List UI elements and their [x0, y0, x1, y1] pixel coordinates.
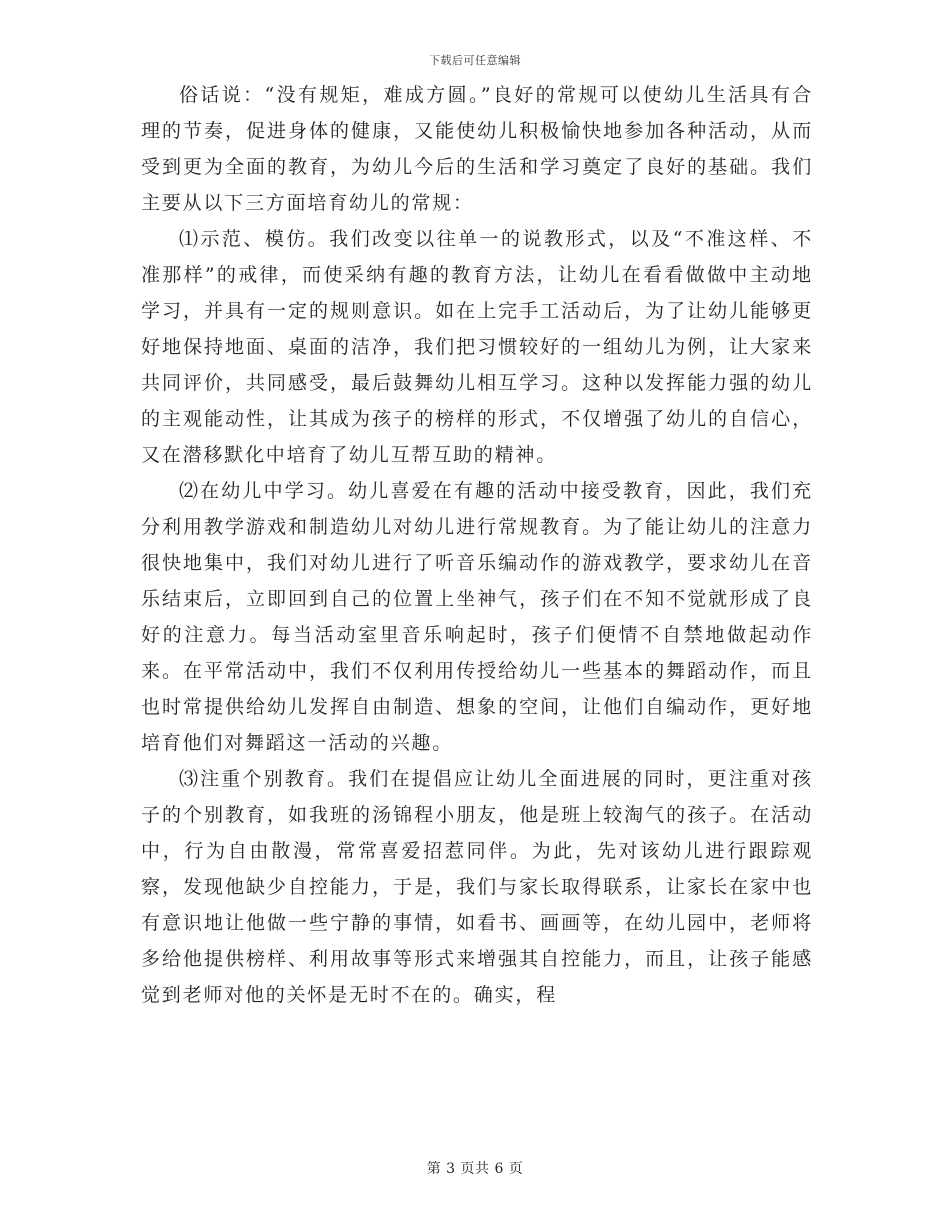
- paragraph-individual-education: ⑶注重个别教育。我们在提倡应让幼儿全面进展的同时，更注重对孩子的个别教育，如我班的汤锦程小朋友，他是班上较淘气的孩子。在活动中，行为自由散漫，常常喜爱招惹同伴。为此，先对该幼儿进行跟踪观察，发现他缺少自控能力，于是，我们与家长取得联系，让家长在家中也有意识地让他做一些宁静的事情，如看书、画画等，在幼儿园中，老师将多给他提供榜样、利用故事等形式来增强其自控能力，而且，让孩子能感觉到老师对他的关怀是无时不在的。确实，程: [141, 768, 813, 1006]
- paragraph-peer-learning: ⑵在幼儿中学习。幼儿喜爱在有趣的活动中接受教育，因此，我们充分利用教学游戏和制造幼儿对幼儿进行常规教育。为了能让幼儿的注意力很快地集中，我们对幼儿进行了听音乐编动作的游戏教学，要求幼儿在音乐结束后，立即回到自己的位置上坐神气，孩子们在不知不觉就形成了良好的注意力。每当活动室里音乐响起时，孩子们便情不自禁地做起动作来。在平常活动中，我们不仅利用传授给幼儿一些基本的舞蹈动作，而且也时常提供给幼儿发挥自由制造、想象的空间，让他们自编动作，更好地培育他们对舞蹈这一活动的兴趣。: [141, 480, 813, 754]
- paragraph-intro: 俗话说：“没有规矩，难成方圆。”良好的常规可以使幼儿生活具有合理的节奏，促进身体的健康，又能使幼儿积极愉快地参加各种活动，从而受到更为全面的教育，为幼儿今后的生活和学习奠定了良好的基础。我们主要从以下三方面培育幼儿的常规：: [141, 84, 813, 214]
- page-number: 第 3 页共 6 页: [426, 1161, 524, 1177]
- paragraph-demonstration: ⑴示范、模仿。我们改变以往单一的说教形式，以及“不准这样、不准那样”的戒律，而使采纳有趣的教育方法，让幼儿在看看做做中主动地学习，并具有一定的规则意识。如在上完手工活动后，为了让幼儿能够更好地保持地面、桌面的洁净，我们把习惯较好的一组幼儿为例，让大家来共同评价，共同感受，最后鼓舞幼儿相互学习。这种以发挥能力强的幼儿的主观能动性，让其成为孩子的榜样的形式，不仅增强了幼儿的自信心，又在潜移默化中培育了幼儿互帮互助的精神。: [141, 228, 813, 466]
- document-body: [141, 77, 813, 1013]
- page-header: 下载后可任意编辑: [429, 54, 521, 67]
